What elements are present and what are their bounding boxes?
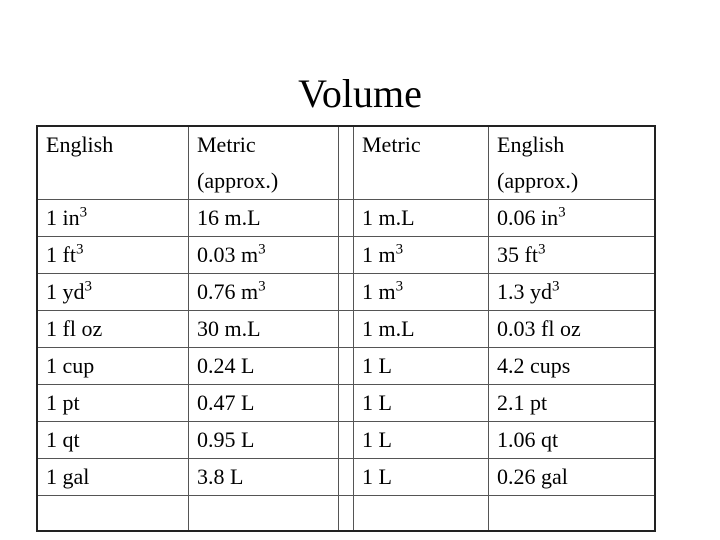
- english-approx-cell: 2.1 pt: [489, 385, 656, 422]
- header-metric: Metric: [354, 126, 489, 200]
- spacer-cell: [339, 200, 354, 237]
- empty-cell: [339, 496, 354, 532]
- cubic-exponent: 3: [395, 278, 404, 295]
- spacer-cell: [339, 459, 354, 496]
- table-row: [37, 200, 655, 237]
- header-metric-approx: Metric (approx.): [189, 126, 339, 200]
- header-row: [37, 126, 655, 200]
- metric-approx-cell: 16 m.L: [189, 200, 339, 237]
- spacer-cell: [339, 385, 354, 422]
- cubic-exponent: 3: [537, 241, 546, 258]
- spacer-cell: [339, 126, 354, 200]
- english-unit-cell: 1 pt: [37, 385, 189, 422]
- header-english-approx: English (approx.): [489, 126, 656, 200]
- english-approx-cell: 1.3 $yd^3$: [489, 274, 656, 311]
- empty-cell: [354, 496, 489, 532]
- metric-approx-cell: 0.03 $m^3$: [189, 237, 339, 274]
- metric-unit-cell: 1 $m^3$: [354, 237, 489, 274]
- page-title: Volume: [298, 71, 422, 116]
- empty-row: [37, 496, 655, 532]
- metric-unit-cell: 1 m.L: [354, 311, 489, 348]
- cubic-exponent: 3: [395, 241, 404, 258]
- english-approx-cell: 1.06 qt: [489, 422, 656, 459]
- spacer-cell: [339, 311, 354, 348]
- metric-unit-cell: 1 L: [354, 348, 489, 385]
- metric-unit-cell: 1 $m^3$: [354, 274, 489, 311]
- volume-conversion-table: [36, 125, 656, 532]
- spacer-cell: [339, 422, 354, 459]
- english-approx-cell: 0.03 fl oz: [489, 311, 656, 348]
- spacer-cell: [339, 274, 354, 311]
- table-row: [37, 422, 655, 459]
- metric-unit-cell: 1 L: [354, 385, 489, 422]
- english-unit-cell: 1 fl oz: [37, 311, 189, 348]
- metric-approx-cell: 0.47 L: [189, 385, 339, 422]
- english-unit-cell: 1 $in^3$: [37, 200, 189, 237]
- metric-approx-cell: 30 m.L: [189, 311, 339, 348]
- metric-approx-cell: 0.95 L: [189, 422, 339, 459]
- english-unit-cell: 1 qt: [37, 422, 189, 459]
- english-approx-cell: 4.2 cups: [489, 348, 656, 385]
- english-unit-cell: 1 $ft^3$: [37, 237, 189, 274]
- metric-approx-cell: 0.24 L: [189, 348, 339, 385]
- empty-cell: [489, 496, 656, 532]
- cubic-exponent: 3: [258, 241, 266, 258]
- table-row: [37, 311, 655, 348]
- table-row: [37, 348, 655, 385]
- cubic-exponent: 3: [258, 278, 266, 295]
- english-unit-cell: 1 $yd^3$: [37, 274, 189, 311]
- english-unit-cell: 1 gal: [37, 459, 189, 496]
- spacer-cell: [339, 237, 354, 274]
- cubic-exponent: 3: [75, 241, 84, 258]
- table-body: [37, 126, 655, 531]
- table-row: [37, 459, 655, 496]
- english-approx-cell: 0.26 gal: [489, 459, 656, 496]
- cubic-exponent: 3: [558, 204, 566, 221]
- table-row: [37, 274, 655, 311]
- english-approx-cell: 35 $ft^3$: [489, 237, 656, 274]
- table-row: [37, 237, 655, 274]
- metric-approx-cell: 0.76 $m^3$: [189, 274, 339, 311]
- metric-unit-cell: 1 m.L: [354, 200, 489, 237]
- metric-unit-cell: 1 L: [354, 459, 489, 496]
- header-english: English: [37, 126, 189, 200]
- table-row: [37, 385, 655, 422]
- english-approx-cell: 0.06 $in^3$: [489, 200, 656, 237]
- metric-approx-cell: 3.8 L: [189, 459, 339, 496]
- cubic-exponent: 3: [552, 278, 560, 295]
- empty-cell: [37, 496, 189, 532]
- english-unit-cell: 1 cup: [37, 348, 189, 385]
- cubic-exponent: 3: [79, 204, 88, 221]
- spacer-cell: [339, 348, 354, 385]
- cubic-exponent: 3: [84, 278, 92, 295]
- metric-unit-cell: 1 L: [354, 422, 489, 459]
- empty-cell: [189, 496, 339, 532]
